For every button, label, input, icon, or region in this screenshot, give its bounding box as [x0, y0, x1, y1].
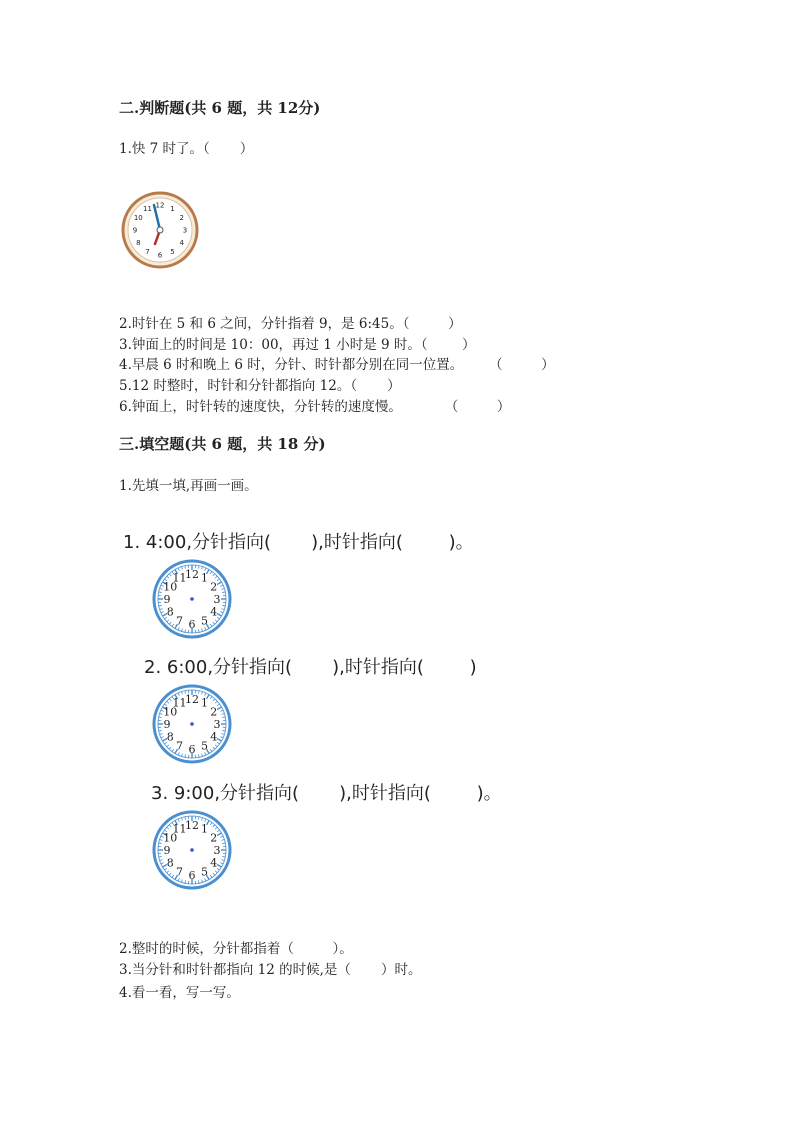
clock-numeral: 7	[176, 739, 183, 753]
clock-numeral: 1	[201, 696, 208, 710]
clock-numeral: 7	[176, 614, 183, 628]
clock-numeral: 6	[157, 251, 163, 260]
question-4: 4.早晨 6 时和晚上 6 时，分针、时针都分别在同一位置。 （ ）	[119, 357, 555, 373]
clock-numeral: 9	[163, 718, 171, 731]
clock-numeral: 1	[201, 822, 208, 836]
sub-question-2: 2. 6:00,分针指向( ),时针指向( )	[144, 657, 477, 678]
clock-numeral: 10	[163, 705, 178, 719]
sub-question-3: 3. 9:00,分针指向( ),时针指向( )。	[151, 783, 502, 804]
clock-numeral: 4	[179, 239, 184, 247]
clock-numeral: 1	[170, 204, 175, 213]
clock-numeral: 6	[188, 618, 196, 631]
clock-numeral: 9	[163, 844, 171, 857]
clock-numeral: 7	[145, 248, 150, 257]
clock-numeral: 4	[210, 856, 218, 870]
question-6: 6.钟面上，时针转的速度快，分针转的速度慢。 （ ）	[119, 399, 511, 415]
clock-numeral: 12	[155, 201, 165, 210]
question-2: 2.时针在 5 和 6 之间，分针指着 9，是 6:45。（ ）	[119, 316, 462, 332]
clock-numeral: 7	[176, 865, 183, 879]
clock-numeral: 11	[172, 571, 187, 585]
clock-sub-question-3	[150, 808, 234, 892]
clock-numeral: 8	[166, 856, 174, 870]
clock-numeral: 11	[143, 204, 152, 213]
clock-numeral: 4	[210, 730, 218, 744]
clock-numeral: 10	[163, 831, 178, 845]
clock-numeral: 5	[201, 614, 208, 628]
clock-numeral: 12	[185, 568, 199, 581]
clock-question-1	[121, 191, 199, 269]
clock-numeral: 2	[179, 214, 184, 222]
clock-numeral: 10	[163, 580, 178, 594]
clock-numeral: 3	[182, 226, 188, 235]
clock-numeral: 12	[185, 693, 199, 706]
clock-numeral: 11	[172, 696, 187, 710]
fill-question-1: 1.先填一填,再画一画。	[119, 478, 258, 494]
clock-numeral: 2	[210, 831, 218, 845]
clock-numeral: 9	[132, 226, 138, 235]
fill-question-3: 3.当分针和时针都指向 12 的时候,是（ ）时。	[119, 962, 422, 978]
clock-center-dot	[190, 848, 194, 852]
clock-numeral: 3	[213, 844, 221, 857]
clock-sub-question-2	[150, 682, 234, 766]
clock-numeral: 5	[201, 739, 208, 753]
clock-numeral: 2	[210, 705, 218, 719]
clock-numeral: 6	[188, 869, 196, 882]
clock-center-dot	[190, 597, 194, 601]
clock-numeral: 3	[213, 593, 221, 606]
clock-numeral: 4	[210, 605, 218, 619]
clock-center	[157, 227, 163, 233]
section2-heading: 二.判断题(共 6 题，共 12分)	[119, 99, 321, 117]
clock-numeral: 8	[136, 239, 141, 247]
clock-numeral: 5	[170, 248, 175, 257]
clock-numeral: 5	[201, 865, 208, 879]
clock-center-dot	[190, 722, 194, 726]
fill-question-2: 2.整时的时候，分针都指着（ ）。	[119, 941, 353, 957]
clock-numeral: 10	[133, 214, 143, 222]
clock-numeral: 6	[188, 743, 196, 756]
fill-question-4: 4.看一看，写一写。	[119, 985, 240, 1001]
clock-sub-question-1	[150, 557, 234, 641]
sub-question-1: 1. 4:00,分针指向( ),时针指向( )。	[123, 532, 474, 553]
clock-numeral: 3	[213, 718, 221, 731]
section3-heading: 三.填空题(共 6 题，共 18 分)	[119, 435, 326, 453]
clock-numeral: 1	[201, 571, 208, 585]
clock-numeral: 9	[163, 593, 171, 606]
question-3: 3.钟面上的时间是 10：00，再过 1 小时是 9 时。（ ）	[119, 337, 476, 353]
clock-numeral: 8	[166, 605, 174, 619]
clock-numeral: 8	[166, 730, 174, 744]
question-1: 1.快 7 时了。（ ）	[119, 141, 254, 157]
clock-numeral: 11	[172, 822, 187, 836]
question-5: 5.12 时整时，时针和分针都指向 12。（ ）	[119, 378, 401, 394]
clock-numeral: 12	[185, 819, 199, 832]
clock-numeral: 2	[210, 580, 218, 594]
